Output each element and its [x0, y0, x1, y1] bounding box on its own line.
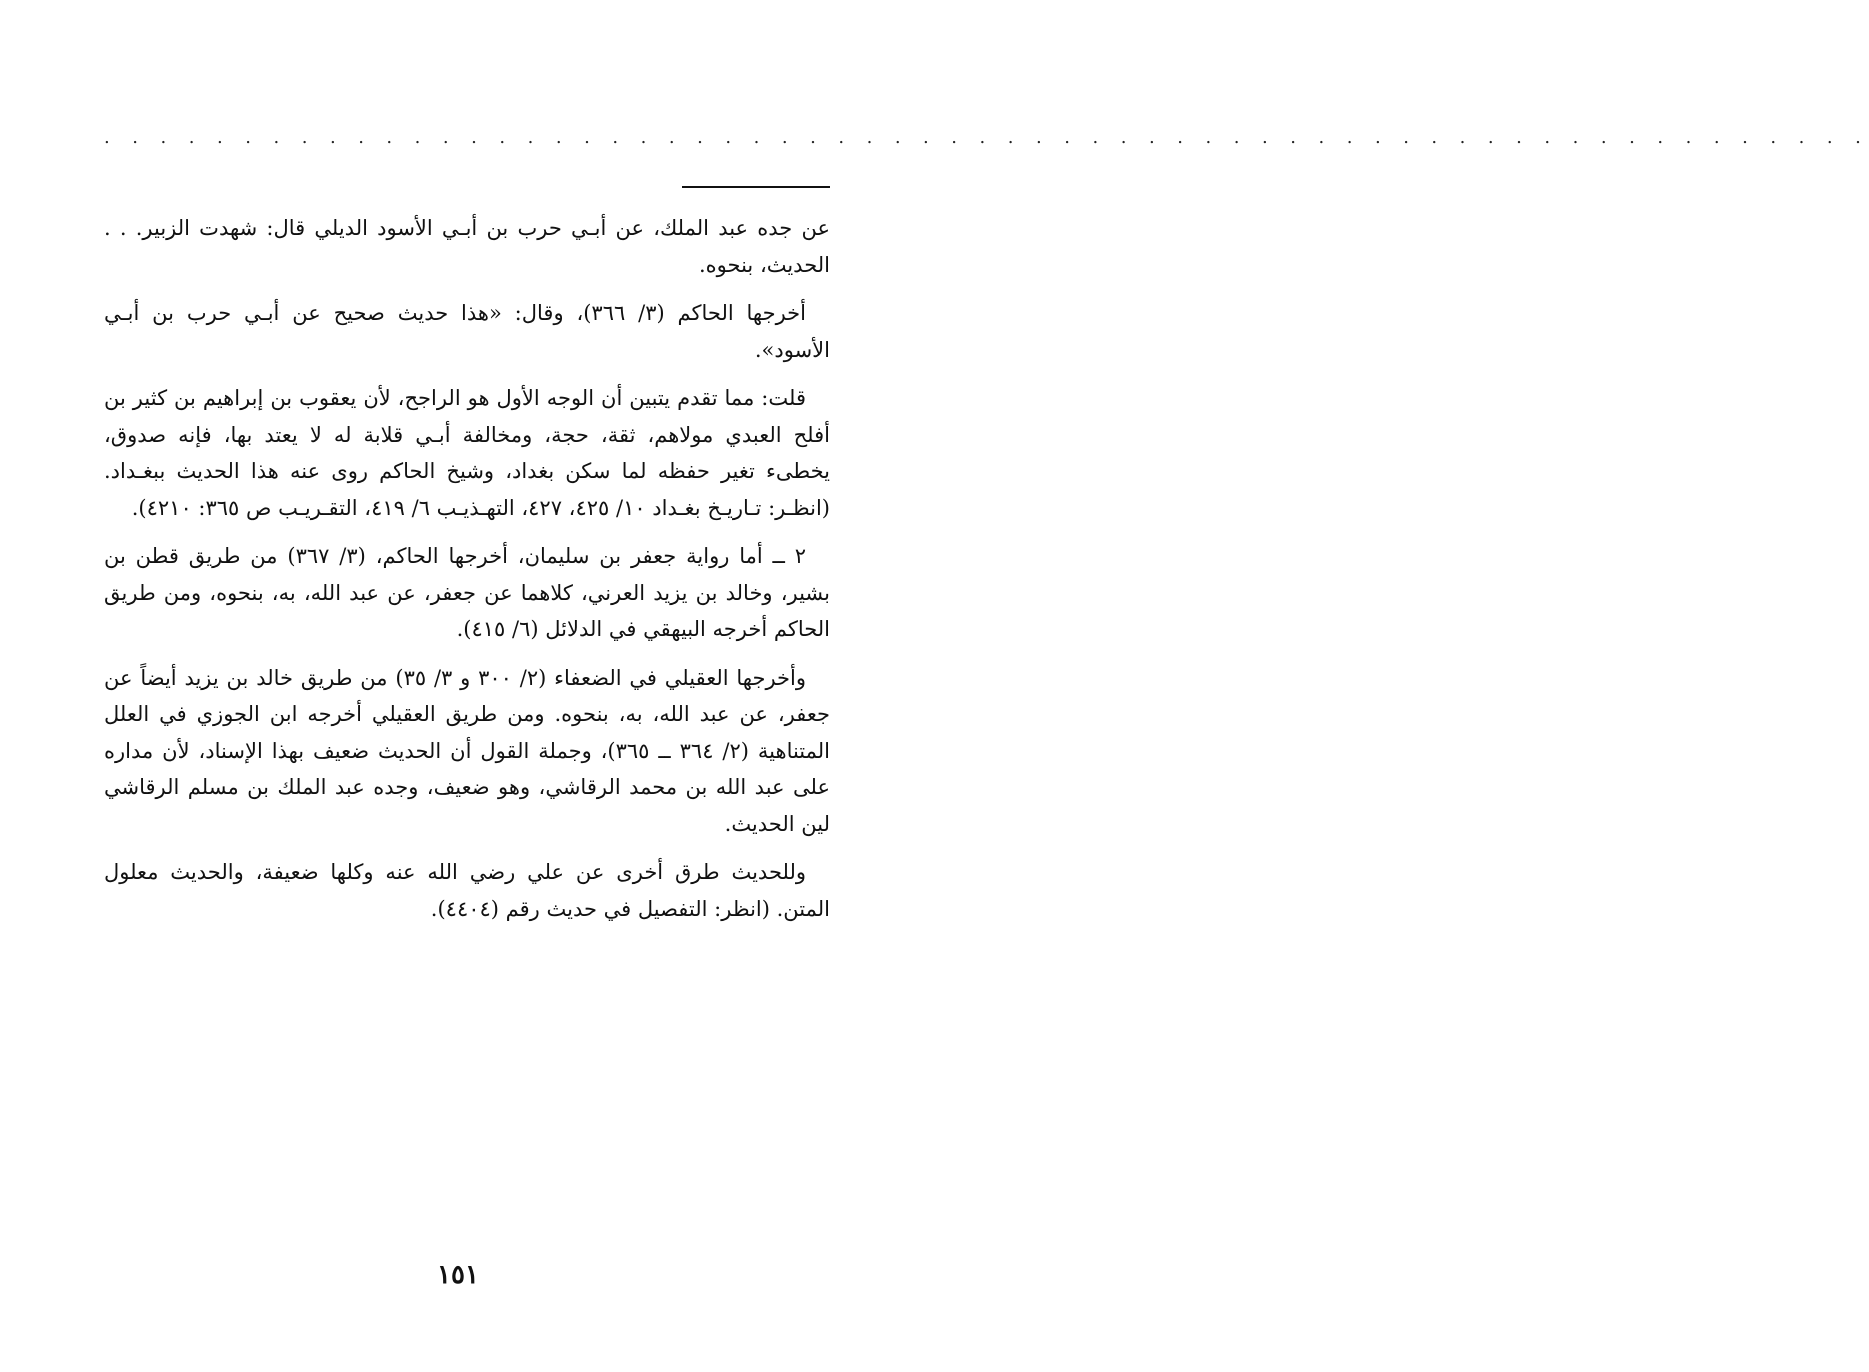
page-number: ١٥١: [437, 1260, 479, 1290]
paragraph-jafar-narration: ٢ ــ أما رواية جعفر بن سليمان، أخرجها الحاكم، (٣/ ٣٦٧) من طريق قطن بن بشير، وخالد بن يزيد العرني، كلاهما عن جعفر، عن عبد الله، به، بنحوه، ومن طريق الحاكم أخرجه البيهقي في الدلائل (٦/ ٤١٥).: [104, 544, 830, 641]
paragraph-continuation: عن جده عبد الملك، عن أبـي حرب بن أبـي الأسود الديلي قال: شهدت الزبير. . . الحديث، بنحوه.: [104, 216, 830, 277]
dotted-separator: . . . . . . . . . . . . . . . . . . . . . . . . . . . . . . . . . . . . . . . . . . . . . . . . . . . . . . . . . . . . . . .: [104, 127, 1869, 148]
paragraph-conclusion: قلت: مما تقدم يتبين أن الوجه الأول هو الراجح، لأن يعقوب بن إبراهيم بن كثير بن أفلح العبدي مولاهم، ثقة، حجة، ومخالفة أبـي قلابة له لا يعتد بها، فإنه صدوق، يخطىء تغير حفظه لما سكن بغداد، وشيخ الحاكم روى عنه هذا الحديث ببغـداد. (انظـر: تـاريـخ بغـداد ١٠/ ٤٢٥، ٤٢٧، التهـذيـب ٦/ ٤١٩، التقـريـب ص ٣٦٥: ٤٢١٠).: [104, 386, 830, 520]
paragraph-other-routes: وللحديث طرق أخرى عن علي رضي الله عنه وكلها ضعيفة، والحديث معلول المتن. (انظر: التفصيل في حديث رقم (٤٤٠٤).: [104, 860, 830, 921]
footnote-body: [104, 210, 830, 939]
paragraph-uqayli: وأخرجها العقيلي في الضعفاء (٢/ ٣٠٠ و ٣/ ٣٥) من طريق خالد بن يزيد أيضاً عن جعفر، عن عبد الله، به، بنحوه. ومن طريق العقيلي أخرجه ابن الجوزي في العلل المتناهية (٢/ ٣٦٤ ــ ٣٦٥)، وجملة القول أن الحديث ضعيف بهذا الإسناد، لأن مداره على عبد الله بن محمد الرقاشي، وهو ضعيف، وجده عبد الملك بن مسلم الرقاشي لين الحديث.: [104, 665, 831, 836]
footnote-rule: [682, 186, 830, 188]
paragraph-hakim: أخرجها الحاكم (٣/ ٣٦٦)، وقال: «هذا حديث صحيح عن أبـي حرب بن أبـي الأسود».: [104, 301, 830, 362]
